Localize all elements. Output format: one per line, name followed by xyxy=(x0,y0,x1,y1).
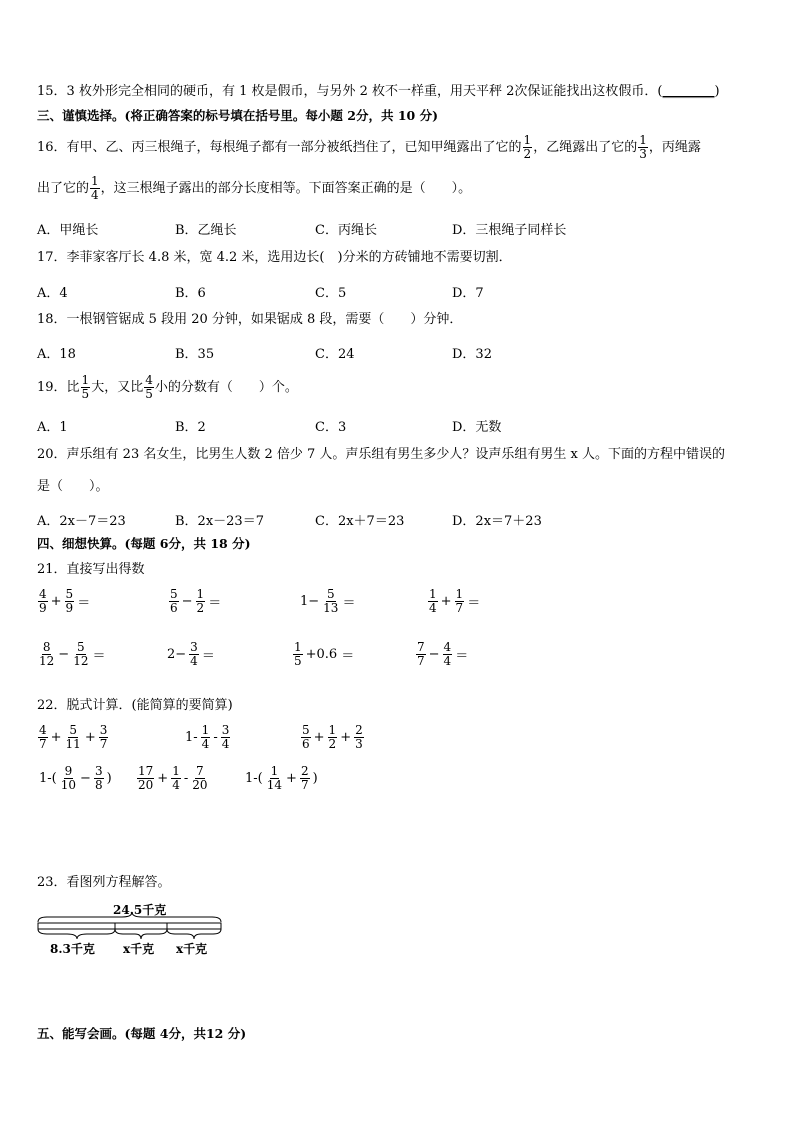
fraction xyxy=(191,765,208,792)
fraction xyxy=(72,641,89,668)
fraction xyxy=(266,765,283,792)
q23-title: 23．看图列方程解答。 xyxy=(37,875,171,890)
diagram-seg1-label: 8.3千克 xyxy=(50,942,95,956)
numerator: 1 xyxy=(196,587,205,601)
math-operator: − xyxy=(428,647,440,662)
calc-item xyxy=(37,588,92,615)
denominator: 5 xyxy=(294,654,302,668)
numerator: 5 xyxy=(77,640,85,654)
q18-option-c[interactable]: C．24 xyxy=(315,347,355,362)
denominator: 4 xyxy=(201,737,210,751)
fraction xyxy=(201,724,211,751)
denominator: 12 xyxy=(39,654,55,668)
denominator: 4 xyxy=(172,778,180,792)
q16-text: ，乙绳露出了它的 xyxy=(533,140,638,155)
numerator: 3 xyxy=(94,764,103,778)
denominator: 7 xyxy=(455,601,464,615)
math-operator: − xyxy=(80,771,91,786)
q20-option-b[interactable]: B．2x－23＝7 xyxy=(175,514,264,529)
q19-text xyxy=(37,371,298,405)
fraction xyxy=(293,641,303,668)
math-operator: 1- xyxy=(185,730,198,745)
numerator: 5 xyxy=(170,587,178,601)
fraction xyxy=(189,641,199,668)
q18-option-b[interactable]: B．35 xyxy=(175,347,215,362)
calc-item xyxy=(427,588,482,615)
q22-title: 22．脱式计算．(能简算的要简算) xyxy=(37,698,233,713)
q16-line2 xyxy=(37,171,471,207)
q18-option-a[interactable]: A．18 xyxy=(37,347,76,362)
numerator: 2 xyxy=(300,764,309,778)
fraction xyxy=(90,175,100,202)
calc-item xyxy=(165,641,217,668)
calc-item xyxy=(136,765,210,792)
math-operator: + xyxy=(440,594,452,609)
calc-item xyxy=(292,641,356,668)
fraction xyxy=(38,641,55,668)
fraction xyxy=(416,641,426,668)
q16-text: ，这三根绳子露出的部分长度相等。下面答案正确的是（ ）。 xyxy=(100,181,472,196)
fraction xyxy=(171,765,181,792)
fraction xyxy=(60,765,77,792)
numerator: 3 xyxy=(99,723,108,737)
math-operator: 2− xyxy=(167,647,187,662)
q20-option-c[interactable]: C．2x＋7＝23 xyxy=(315,514,405,529)
math-operator: - xyxy=(213,730,218,745)
fraction xyxy=(328,724,338,751)
fraction xyxy=(638,134,648,161)
section-4-heading: 四、细想快算。(每题 6分，共 18 分) xyxy=(37,536,251,551)
fraction xyxy=(221,724,231,751)
q20-text-line2: 是（ ）。 xyxy=(37,479,109,494)
denominator: 7 xyxy=(39,737,47,751)
denominator: 6 xyxy=(170,601,178,615)
math-operator: ＝ xyxy=(208,596,222,611)
math-operator: + xyxy=(50,594,62,609)
calc-item xyxy=(298,588,357,615)
numerator: 1 xyxy=(455,587,464,601)
calc-item xyxy=(168,588,223,615)
q18-text: 18．一根钢管锯成 5 段用 20 分钟，如果锯成 8 段，需要（ ）分钟． xyxy=(37,312,463,327)
q16-text: 出了它的 xyxy=(37,181,90,196)
numerator: 1 xyxy=(201,723,210,737)
math-operator: ＝ xyxy=(455,649,469,664)
fraction xyxy=(38,588,48,615)
math-operator: − xyxy=(181,594,193,609)
q20-option-d[interactable]: D．2x＝7＋23 xyxy=(452,514,542,529)
diagram-seg2-label: x千克 xyxy=(123,942,155,956)
numerator: 5 xyxy=(69,723,77,737)
q19-option-b[interactable]: B．2 xyxy=(175,420,206,435)
math-operator: ＝ xyxy=(77,596,91,611)
numerator: 1 xyxy=(294,640,302,654)
denominator: 5 xyxy=(145,387,153,401)
denominator: 5 xyxy=(81,387,90,401)
numerator: 5 xyxy=(302,723,310,737)
math-operator: ＝ xyxy=(467,596,481,611)
denominator: 9 xyxy=(39,601,47,615)
q19-option-d[interactable]: D．无数 xyxy=(452,420,502,435)
q17-option-d[interactable]: D．7 xyxy=(452,286,484,301)
calc-item xyxy=(415,641,470,668)
q16-option-c[interactable]: C．丙绳长 xyxy=(315,223,377,238)
denominator: 14 xyxy=(266,778,283,792)
q16-text: 16．有甲、乙、丙三根绳子，每根绳子都有一部分被纸挡住了，已知甲绳露出了它的 xyxy=(37,140,522,155)
fraction xyxy=(99,724,109,751)
math-operator: ＝ xyxy=(341,649,355,664)
segment-diagram xyxy=(37,900,227,960)
fraction xyxy=(443,641,453,668)
q19-stem: 小的分数有（ ）个。 xyxy=(154,380,298,395)
q17-option-c[interactable]: C．5 xyxy=(315,286,347,301)
numerator: 9 xyxy=(64,764,73,778)
denominator: 6 xyxy=(302,737,310,751)
denominator: 7 xyxy=(99,737,108,751)
denominator: 3 xyxy=(355,737,363,751)
denominator: 8 xyxy=(94,778,103,792)
fraction xyxy=(94,765,104,792)
numerator: 3 xyxy=(221,723,230,737)
q19-stem: 19．比 xyxy=(37,380,80,395)
fraction xyxy=(523,134,533,161)
math-operator: ＝ xyxy=(342,596,356,611)
fraction xyxy=(144,374,154,401)
q20-option-a[interactable]: A．2x－7＝23 xyxy=(37,514,126,529)
calc-item xyxy=(243,765,320,792)
math-operator: − xyxy=(58,647,70,662)
fraction xyxy=(65,724,82,751)
denominator: 13 xyxy=(323,601,339,615)
denominator: 4 xyxy=(221,737,230,751)
math-operator: + xyxy=(157,771,169,786)
q17-text: 17．李菲家客厅长 4.8 米，宽 4.2 米，选用边长( )分米的方砖铺地不需要切割． xyxy=(37,250,512,265)
denominator: 11 xyxy=(65,737,81,751)
numerator: 4 xyxy=(443,640,452,654)
q15-stem: 15．3 枚外形完全相同的硬币，有 1 枚是假币，与另外 2 枚不一样重，用天平秤 2次保证能找出这枚假币．( xyxy=(37,84,663,99)
q17-option-b[interactable]: B．6 xyxy=(175,286,206,301)
q16-line1 xyxy=(37,130,701,166)
q15-close: ) xyxy=(714,84,720,99)
denominator: 3 xyxy=(639,147,647,161)
numerator: 8 xyxy=(42,640,51,654)
numerator: 4 xyxy=(145,373,153,387)
math-operator: ) xyxy=(312,771,318,786)
denominator: 2 xyxy=(523,147,532,161)
denominator: 4 xyxy=(429,601,437,615)
q16-option-d[interactable]: D．三根绳子同样长 xyxy=(452,223,567,238)
fraction xyxy=(300,765,310,792)
diagram-total-label: 24.5千克 xyxy=(113,903,167,917)
q20-text-line1: 20．声乐组有 23 名女生，比男生人数 2 倍少 7 人。声乐组有男生多少人？设声乐组有男生 x 人。下面的方程中错误的 xyxy=(37,447,726,462)
numerator: 1 xyxy=(429,587,437,601)
numerator: 1 xyxy=(81,373,90,387)
denominator: 7 xyxy=(417,654,425,668)
math-operator: +0.6 xyxy=(305,647,338,662)
answer-blank[interactable]: ________ xyxy=(662,84,715,99)
fraction xyxy=(38,724,48,751)
math-operator: ) xyxy=(106,771,112,786)
math-operator: + xyxy=(340,730,352,745)
fraction xyxy=(81,374,91,401)
calc-item xyxy=(183,724,231,751)
numerator: 2 xyxy=(355,723,363,737)
q16-text: ，丙绳露 xyxy=(648,140,701,155)
q16-option-a[interactable]: A．甲绳长 xyxy=(37,223,99,238)
math-operator: + xyxy=(313,730,325,745)
math-operator: 1-( xyxy=(39,771,57,786)
numerator: 1 xyxy=(91,174,99,188)
numerator: 4 xyxy=(39,723,47,737)
numerator: 1 xyxy=(328,723,337,737)
fraction xyxy=(196,588,206,615)
section-5-heading: 五、能写会画。(每题 4分，共12 分) xyxy=(37,1026,247,1041)
q18-option-d[interactable]: D．32 xyxy=(452,347,492,362)
numerator: 3 xyxy=(190,640,198,654)
section-3-heading: 三、谨慎选择。(将正确答案的标号填在括号里。每小题 2分，共 10 分) xyxy=(37,108,438,123)
math-operator: + xyxy=(286,771,297,786)
numerator: 17 xyxy=(138,764,154,778)
math-operator: - xyxy=(183,771,189,786)
numerator: 7 xyxy=(196,764,204,778)
fraction xyxy=(301,724,311,751)
q19-option-a[interactable]: A．1 xyxy=(37,420,68,435)
denominator: 12 xyxy=(73,654,89,668)
denominator: 4 xyxy=(443,654,452,668)
denominator: 2 xyxy=(328,737,337,751)
q16-option-b[interactable]: B．乙绳长 xyxy=(175,223,237,238)
denominator: 2 xyxy=(196,601,205,615)
calc-item xyxy=(37,641,107,668)
calc-item xyxy=(300,724,365,751)
q15-text xyxy=(37,84,720,100)
numerator: 1 xyxy=(270,764,279,778)
math-operator: + xyxy=(84,730,96,745)
denominator: 9 xyxy=(65,601,74,615)
denominator: 4 xyxy=(190,654,198,668)
fraction xyxy=(169,588,179,615)
q17-option-a[interactable]: A．4 xyxy=(37,286,68,301)
fraction xyxy=(428,588,438,615)
denominator: 7 xyxy=(300,778,309,792)
math-operator: + xyxy=(50,730,62,745)
math-operator: 1-( xyxy=(245,771,263,786)
numerator: 1 xyxy=(172,764,180,778)
fraction xyxy=(137,765,154,792)
fraction xyxy=(322,588,339,615)
diagram-seg3-label: x千克 xyxy=(176,942,208,956)
q19-stem: 大，又比 xyxy=(91,380,144,395)
fraction xyxy=(354,724,364,751)
fraction xyxy=(455,588,465,615)
denominator: 20 xyxy=(138,778,154,792)
math-operator: ＝ xyxy=(92,649,106,664)
calc-item xyxy=(37,724,109,751)
numerator: 4 xyxy=(39,587,47,601)
math-operator: ＝ xyxy=(201,649,215,664)
calc-item xyxy=(37,765,114,792)
numerator: 5 xyxy=(326,587,335,601)
numerator: 5 xyxy=(65,587,74,601)
math-operator: 1− xyxy=(300,594,320,609)
denominator: 10 xyxy=(60,778,77,792)
numerator: 7 xyxy=(417,640,425,654)
numerator: 1 xyxy=(639,133,647,147)
fraction xyxy=(65,588,75,615)
numerator: 1 xyxy=(523,133,532,147)
q19-option-c[interactable]: C．3 xyxy=(315,420,347,435)
q21-title: 21．直接写出得数 xyxy=(37,562,145,577)
denominator: 20 xyxy=(192,778,208,792)
denominator: 4 xyxy=(91,188,99,202)
